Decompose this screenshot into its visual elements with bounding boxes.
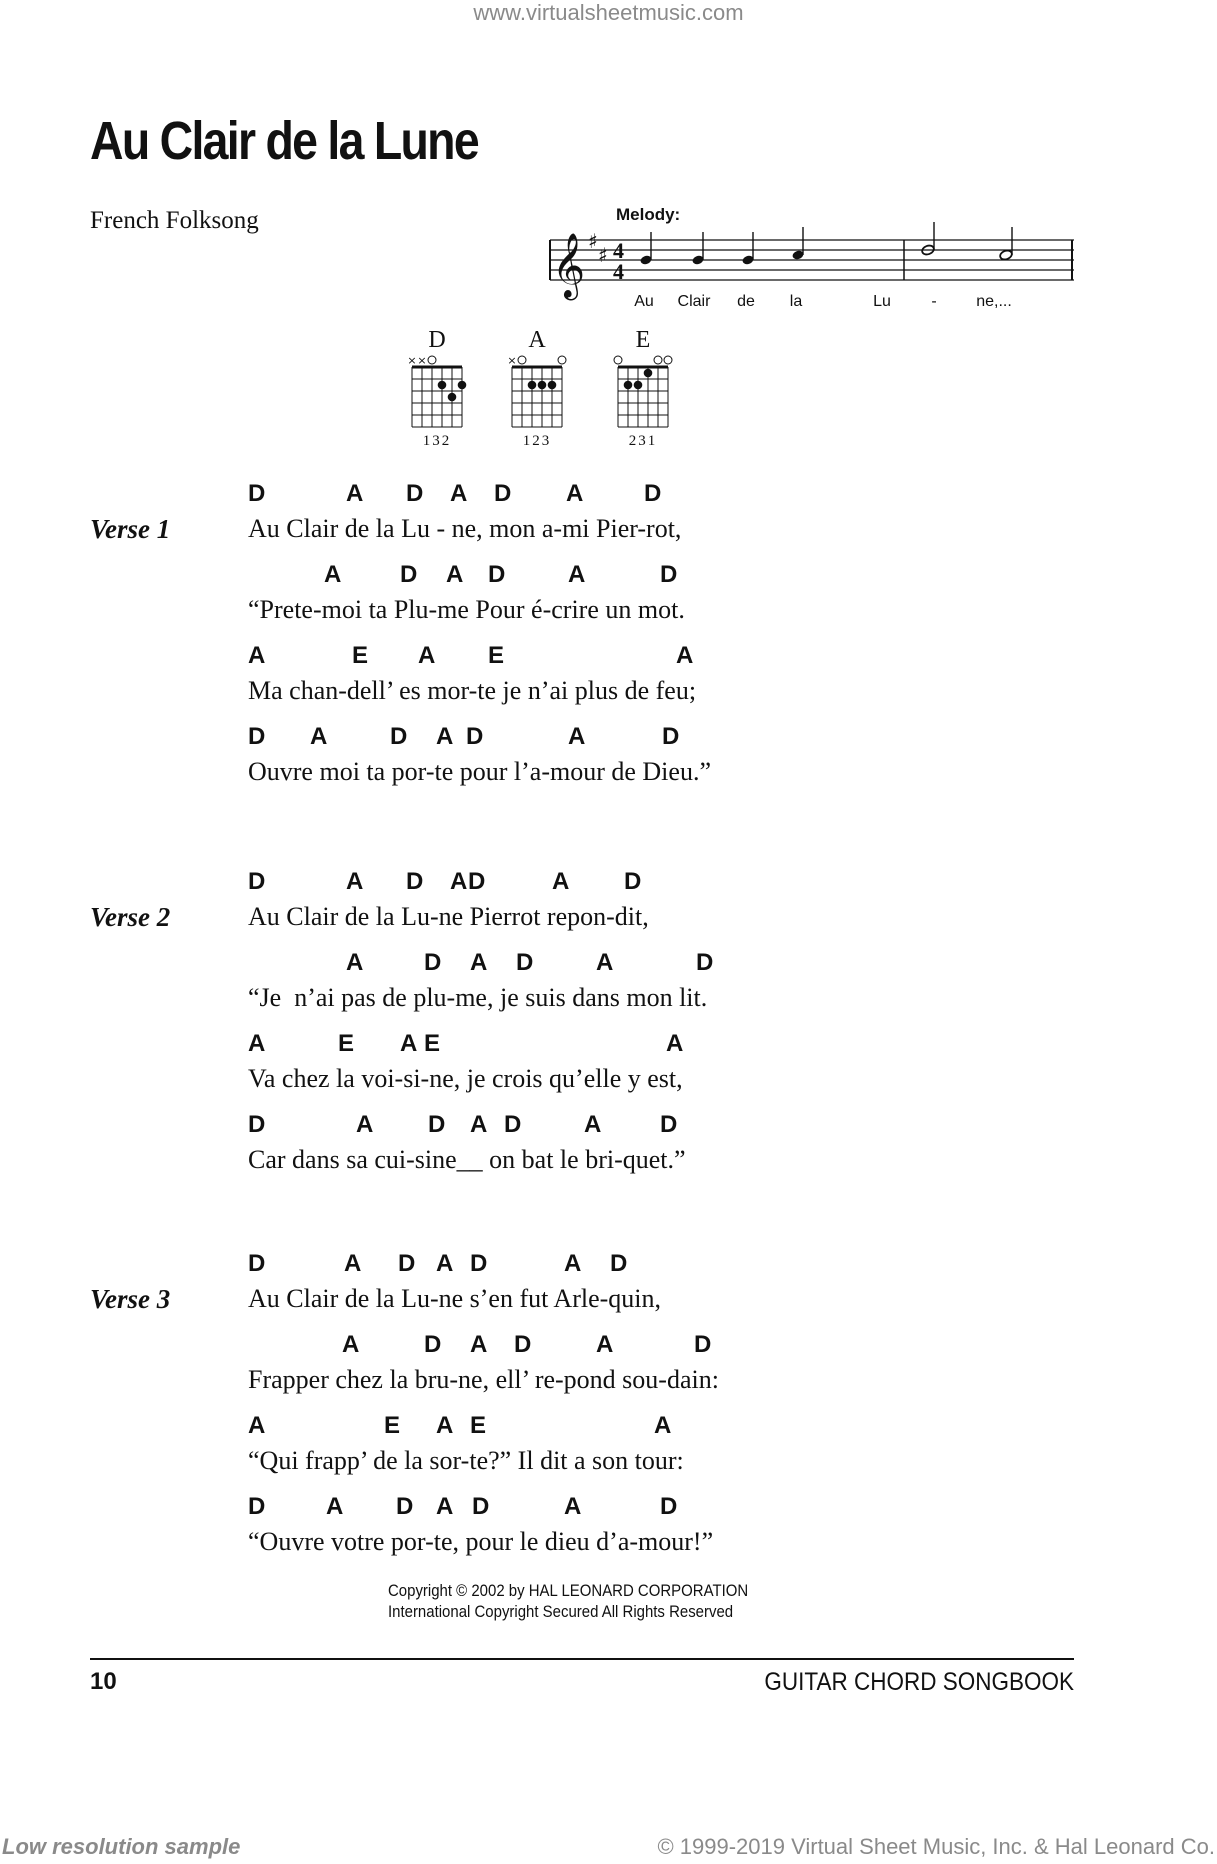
open-string-mark [558,356,566,364]
sharp-icon: ♯ [598,243,608,267]
muted-string-mark: × [417,354,427,367]
chord-symbol: D [248,1493,266,1520]
melody-syllable: Au [634,293,654,310]
chord-row [248,949,1048,983]
lyric-line [248,1030,1048,1094]
chord-symbol: D [248,480,266,507]
lyric-text: Frapper chez la bru-ne, ell’ re-pond sou-dain: [248,1365,719,1394]
lyric-line [248,1493,1048,1557]
chord-symbol: A [568,561,586,588]
lyric-line [248,1331,1048,1395]
page-number: 10 [90,1668,117,1695]
chord-symbol: A [666,1030,684,1057]
lyric-text: Ouvre moi ta por-te pour l’a-mour de Dieu.” [248,757,711,786]
open-string-mark [654,356,662,364]
chord-symbol: D [248,1111,266,1138]
chord-symbol: D [472,1493,490,1520]
chord-symbol: D [516,949,534,976]
chord-name: D [428,327,446,353]
chord-symbol: D [470,1250,488,1277]
chord-symbol: A [446,561,464,588]
chord-symbol: A [566,480,584,507]
chord-symbol: D [694,1331,712,1358]
copyright-line: International Copyright Secured All Rights Reserved [388,1602,734,1621]
melody-syllable: ne,... [976,293,1012,310]
chord-row [248,1412,1048,1446]
lyric-text: Au Clair de la Lu-ne s’en fut Arle-quin, [248,1284,661,1313]
chord-symbol: D [424,1331,442,1358]
lyric-line [248,561,1048,625]
chord-symbol: A [326,1493,344,1520]
finger-dot [548,381,557,390]
chord-row [248,868,1048,902]
open-string-mark [518,356,526,364]
chord-symbol: E [470,1412,487,1439]
melody-syllable: la [789,293,803,310]
chord-symbol: D [662,723,680,750]
chord-symbol: A [436,723,454,750]
chord-symbol: A [324,561,342,588]
chord-symbol: D [660,561,678,588]
chord-symbol: A [470,949,488,976]
chord-symbol: A [436,1493,454,1520]
treble-clef-icon: 𝄞 [552,233,586,298]
finger-dot [538,381,547,390]
composer: French Folksong [90,207,259,234]
lyric-line [248,1412,1048,1476]
verse-label: Verse 2 [90,902,171,932]
lyric-text: Au Clair de la Lu-ne Pierrot repon-dit, [248,902,649,931]
chord-row [248,1030,1048,1064]
chord-symbol: A [436,1250,454,1277]
melody-syllable: Clair [677,293,711,310]
chord-row [248,642,1048,676]
open-string-mark [614,356,622,364]
chord-symbol: A [564,1493,582,1520]
chord-row [248,480,1048,514]
fingering-numbers: 132 [422,433,452,449]
chord-symbol: D [624,868,642,895]
chord-symbol: D [398,1250,416,1277]
chord-symbol: D [610,1250,628,1277]
chord-symbol: A [676,642,694,669]
low-resolution-notice: Low resolution sample [2,1834,241,1859]
chord-symbol: D [696,949,714,976]
chord-name: A [528,327,546,353]
lyric-line [248,868,1048,932]
chord-row [248,1111,1048,1145]
song-title: Au Clair de la Lune [90,111,478,171]
chord-symbol: A [470,1111,488,1138]
lyric-text: “Qui frapp’ de la sor-te?” Il dit a son tour: [248,1446,684,1475]
chord-symbol: A [450,868,468,895]
melody-staff [540,218,1080,310]
chord-symbol: D [396,1493,414,1520]
chord-symbol: D [466,723,484,750]
time-signature-bottom: 4 [613,259,624,284]
finger-dot [624,381,633,390]
chord-symbol: D [406,480,424,507]
chord-symbol: D [248,1250,266,1277]
chord-symbol: D [248,723,266,750]
fingering-numbers: 231 [628,433,658,449]
chord-symbol: A [248,1030,266,1057]
chord-symbol: A [568,723,586,750]
finger-dot [528,381,537,390]
chord-row [248,1250,1048,1284]
chord-symbol: E [352,642,369,669]
chord-diagram-a [507,327,566,449]
fingering-numbers: 123 [522,433,552,449]
lyric-text: Va chez la voi-si-ne, je crois qu’elle y est, [248,1064,683,1093]
chord-symbol: A [344,1250,362,1277]
chord-row [248,561,1048,595]
muted-string-mark: × [407,354,417,367]
verse-label: Verse 1 [90,514,171,544]
chord-symbol: A [596,949,614,976]
chord-symbol: A [356,1111,374,1138]
chord-symbol: D [390,723,408,750]
lyric-text: “Je n’ai pas de plu-me, je suis dans mon lit. [248,983,708,1012]
finger-dot [644,369,653,378]
site-url[interactable]: www.virtualsheetmusic.com [473,0,744,25]
chord-diagram-e [614,327,672,449]
footer-rule [90,1658,1074,1660]
chord-symbol: D [504,1111,522,1138]
time-signature-top: 4 [613,238,624,263]
chord-symbol: D [494,480,512,507]
melody-label: Melody: [616,205,681,224]
chord-symbol: D [400,561,418,588]
chord-symbol: A [654,1412,672,1439]
chord-name: E [635,327,651,353]
chord-symbol: A [248,642,266,669]
open-string-mark [428,356,436,364]
melody-syllable: de [737,293,755,310]
open-string-mark [664,356,672,364]
lyric-line [248,1250,1048,1314]
chord-symbol: D [660,1111,678,1138]
chord-symbol: A [310,723,328,750]
chord-symbol: D [468,868,486,895]
melody-syllable: - [931,293,937,310]
chord-symbol: D [406,868,424,895]
chord-symbol: A [470,1331,488,1358]
finger-dot [458,381,467,390]
finger-dot [448,393,457,402]
book-name: GUITAR CHORD SONGBOOK [764,1668,1074,1696]
chord-symbol: E [384,1412,401,1439]
lyric-text: “Ouvre votre por-te, pour le dieu d’a-mour!” [248,1527,714,1556]
copyright-notice [388,1580,748,1622]
chord-symbol: A [248,1412,266,1439]
chord-symbol: D [428,1111,446,1138]
chord-symbol: A [418,642,436,669]
lyric-line [248,949,1048,1013]
chord-symbol: A [346,480,364,507]
chord-symbol: A [584,1111,602,1138]
chord-symbol: A [400,1030,418,1057]
lyric-text: Ma chan-dell’ es mor-te je n’ai plus de feu; [248,676,697,705]
melody-syllable: Lu [873,293,891,310]
chord-symbol: D [488,561,506,588]
sharp-icon: ♯ [588,229,598,253]
chord-symbol: D [248,868,266,895]
copyright-line: Copyright © 2002 by HAL LEONARD CORPORATION [388,1581,749,1600]
chord-diagram-d [407,327,466,449]
vsm-copyright: © 1999-2019 Virtual Sheet Music, Inc. & Hal Leonard Co. [657,1834,1215,1859]
muted-string-mark: × [507,354,517,367]
chord-symbol: E [488,642,505,669]
lyric-line [248,723,1048,787]
chord-symbol: A [436,1412,454,1439]
chord-row [248,723,1048,757]
chord-symbol: E [424,1030,441,1057]
lyric-line [248,480,1048,544]
chord-symbol: A [346,949,364,976]
chord-row [248,1331,1048,1365]
chord-symbol: A [346,868,364,895]
chord-symbol: A [596,1331,614,1358]
chord-symbol: D [644,480,662,507]
chord-symbol: A [450,480,468,507]
lyric-line [248,1111,1048,1175]
lyric-text: Au Clair de la Lu - ne, mon a-mi Pier-rot, [248,514,682,543]
half-note [999,249,1013,261]
chord-symbol: A [342,1331,360,1358]
chord-row [248,1493,1048,1527]
chord-symbol: A [552,868,570,895]
lyric-line [248,642,1048,706]
chord-symbol: D [424,949,442,976]
chord-symbol: E [338,1030,355,1057]
verse-label: Verse 3 [90,1284,171,1314]
finger-dot [438,381,447,390]
lyric-text: Car dans sa cui-sine__ on bat le bri-quet.” [248,1145,686,1174]
chord-diagrams [400,325,720,455]
chord-symbol: D [514,1331,532,1358]
lyric-text: “Prete-moi ta Plu-me Pour é-crire un mot. [248,595,685,624]
finger-dot [634,381,643,390]
chord-symbol: D [660,1493,678,1520]
chord-symbol: A [564,1250,582,1277]
